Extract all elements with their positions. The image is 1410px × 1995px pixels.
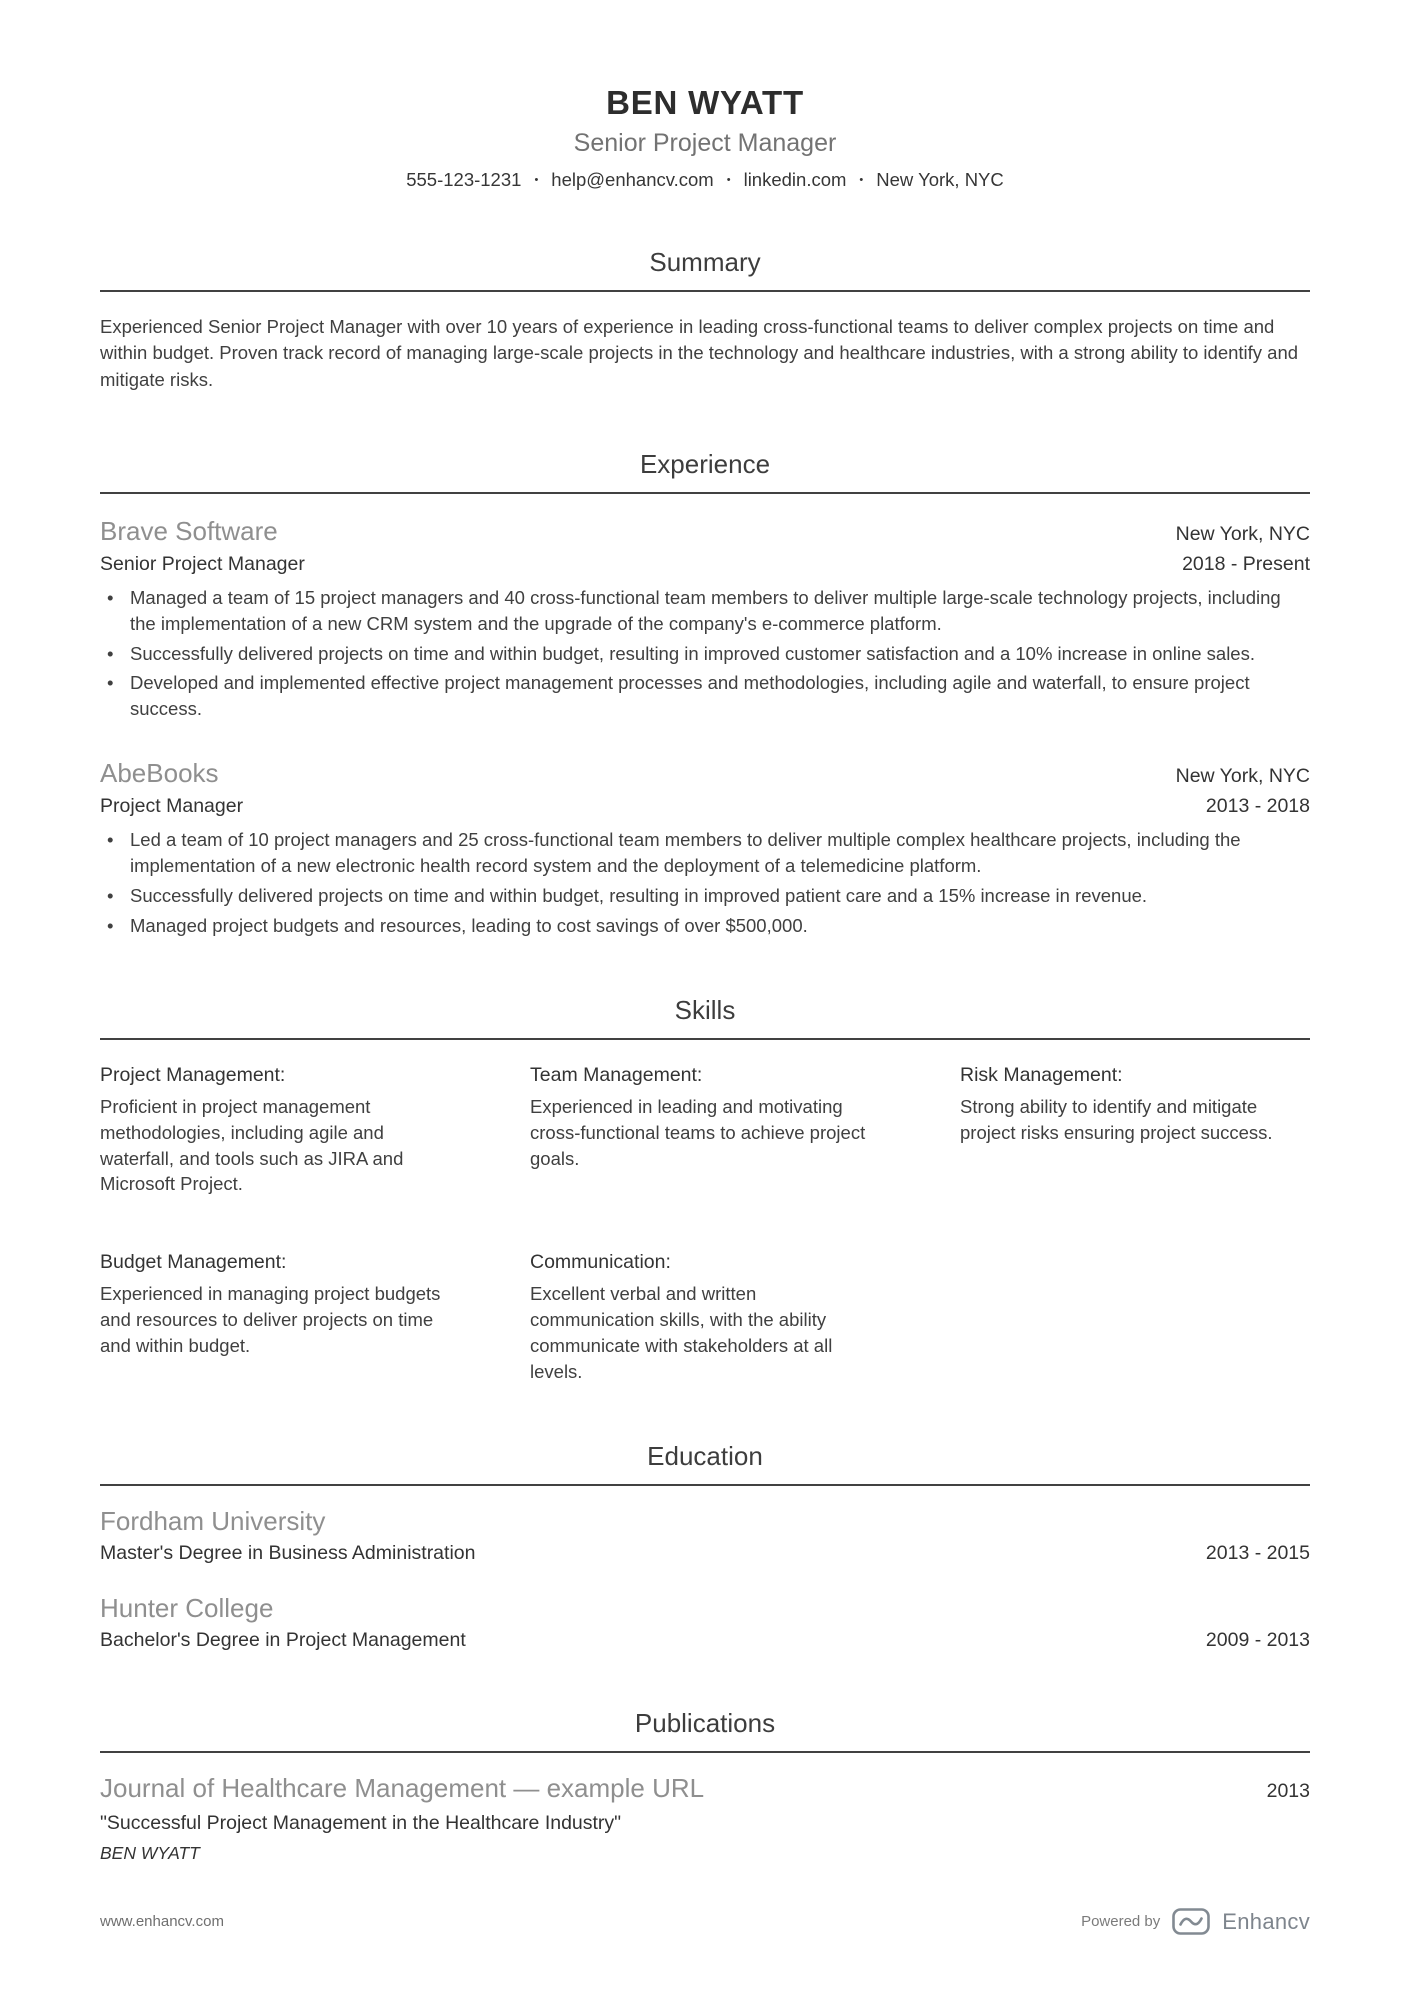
skill-title: Communication: [530,1251,671,1274]
publication-title: "Successful Project Management in the Healthcare Industry" [100,1811,622,1834]
skill-description: Experienced in managing project budgets and resources to deliver projects on time and within budget. [100,1283,441,1357]
company-name: Brave Software [100,515,278,546]
skill-item [100,1251,450,1385]
summary-heading: Summary [649,247,761,277]
education-section [100,1441,1310,1652]
degree-name: Master's Degree in Business Administration [100,1541,476,1564]
skills-grid [100,1064,1310,1385]
journal-row [100,1773,1310,1804]
education-dates: 2013 - 2015 [1205,1541,1310,1564]
section-divider [100,1038,1310,1040]
summary-text: Experienced Senior Project Manager with over 10 years of experience in leading cross-functional teams to deliver complex projects on time and within budget. Proven track record of managing large-scale projects in the technology and healthcare industries, with a strong ability to identify and mitigate risks. [100,316,1299,390]
skill-description: Excellent verbal and written communication skills, with the ability communicate with stakeholders at all levels. [530,1283,833,1383]
skill-description: Proficient in project management methodologies, including agile and waterfall, and tools such as JIRA and Microsoft Project. [100,1095,404,1195]
education-entry [100,1506,1310,1565]
job-bullets [100,585,1310,722]
education-heading: Education [647,1440,763,1471]
job-bullet: • Successfully delivered projects on time and within budget, resulting in improved customer satisfaction and a 10% increase in online sales. [100,641,1310,667]
role-row [100,553,1310,576]
publication-entry [100,1773,1310,1864]
section-divider [100,492,1310,494]
publication-author: BEN WYATT [100,1842,200,1863]
website-link[interactable]: www.enhancv.com [100,1913,224,1930]
job-bullet: • Led a team of 10 project managers and 25 cross-functional team members to deliver multiple complex healthcare projects, including the implementation of a new electronic health record system and the deployment of a telemedicine platform. [100,827,1310,879]
experience-section [100,449,1310,939]
experience-entry [100,516,1310,722]
separator-dot: • [534,174,539,186]
contact-line [100,169,1310,191]
skill-title: Risk Management: [960,1063,1123,1086]
publications-section [100,1708,1310,1864]
job-role: Senior Project Manager [100,552,305,575]
school-name: Hunter College [100,1592,274,1623]
job-role: Project Manager [100,795,244,818]
enhancv-brand: Enhancv [1222,1908,1310,1934]
enhancv-logo-icon [1172,1908,1210,1935]
skill-title: Project Management: [100,1063,286,1086]
skill-title: Budget Management: [100,1251,287,1274]
journal-name: Journal of Healthcare Management — example URL [100,1772,705,1803]
company-name: AbeBooks [100,758,219,789]
separator-dot: • [726,174,731,186]
location-text: New York, NYC [876,169,1004,190]
skill-item [530,1064,880,1198]
separator-dot: • [859,174,864,186]
job-dates: 2018 - Present [1182,552,1310,575]
candidate-title: Senior Project Manager [573,129,837,157]
powered-by [1081,1908,1310,1935]
degree-row [100,1542,1310,1565]
job-bullet: • Successfully delivered projects on time and within budget, resulting in improved patient care and a 15% increase in revenue. [100,883,1310,909]
job-bullet: • Managed a team of 15 project managers and 40 cross-functional team members to deliver multiple large-scale technology projects, including the implementation of a new CRM system and the upgrade of the company's e-commerce platform. [100,585,1310,637]
summary-section [100,247,1310,393]
experience-entry [100,758,1310,939]
linkedin-link[interactable]: linkedin.com [743,169,847,190]
section-divider [100,1751,1310,1753]
job-bullet: • Managed project budgets and resources, leading to cost savings of over $500,000. [100,913,1310,939]
degree-row [100,1629,1310,1652]
skill-item [960,1064,1310,1198]
skill-item [530,1251,880,1385]
company-location: New York, NYC [1175,522,1310,545]
skill-description: Strong ability to identify and mitigate project risks ensuring project success. [960,1095,1273,1143]
skills-section [100,995,1310,1385]
skill-item [100,1064,450,1198]
role-row [100,795,1310,818]
skills-heading: Skills [674,994,736,1025]
powered-by-label: Powered by [1081,1913,1161,1930]
section-divider [100,1484,1310,1486]
company-row [100,758,1310,789]
publication-year: 2013 [1266,1779,1310,1802]
section-divider [100,290,1310,292]
job-bullet: • Developed and implemented effective project management processes and methodologies, including agile and waterfall, to ensure project success. [100,670,1310,722]
publications-heading: Publications [634,1707,776,1738]
education-dates: 2009 - 2013 [1205,1628,1310,1651]
company-location: New York, NYC [1175,765,1310,788]
candidate-name: BEN WYATT [606,84,804,121]
school-name: Fordham University [100,1505,326,1536]
phone-number: 555-123-1231 [406,169,522,190]
degree-name: Bachelor's Degree in Project Management [100,1628,466,1651]
company-row [100,516,1310,547]
job-dates: 2013 - 2018 [1205,795,1310,818]
resume-header [100,84,1310,191]
email-link[interactable]: help@enhancv.com [551,169,714,190]
job-bullets [100,827,1310,939]
experience-heading: Experience [639,448,771,479]
education-entry [100,1593,1310,1652]
skill-title: Team Management: [530,1063,703,1086]
page-footer [100,1908,1310,1935]
skill-description: Experienced in leading and motivating cross-functional teams to achieve project goals. [530,1095,866,1169]
